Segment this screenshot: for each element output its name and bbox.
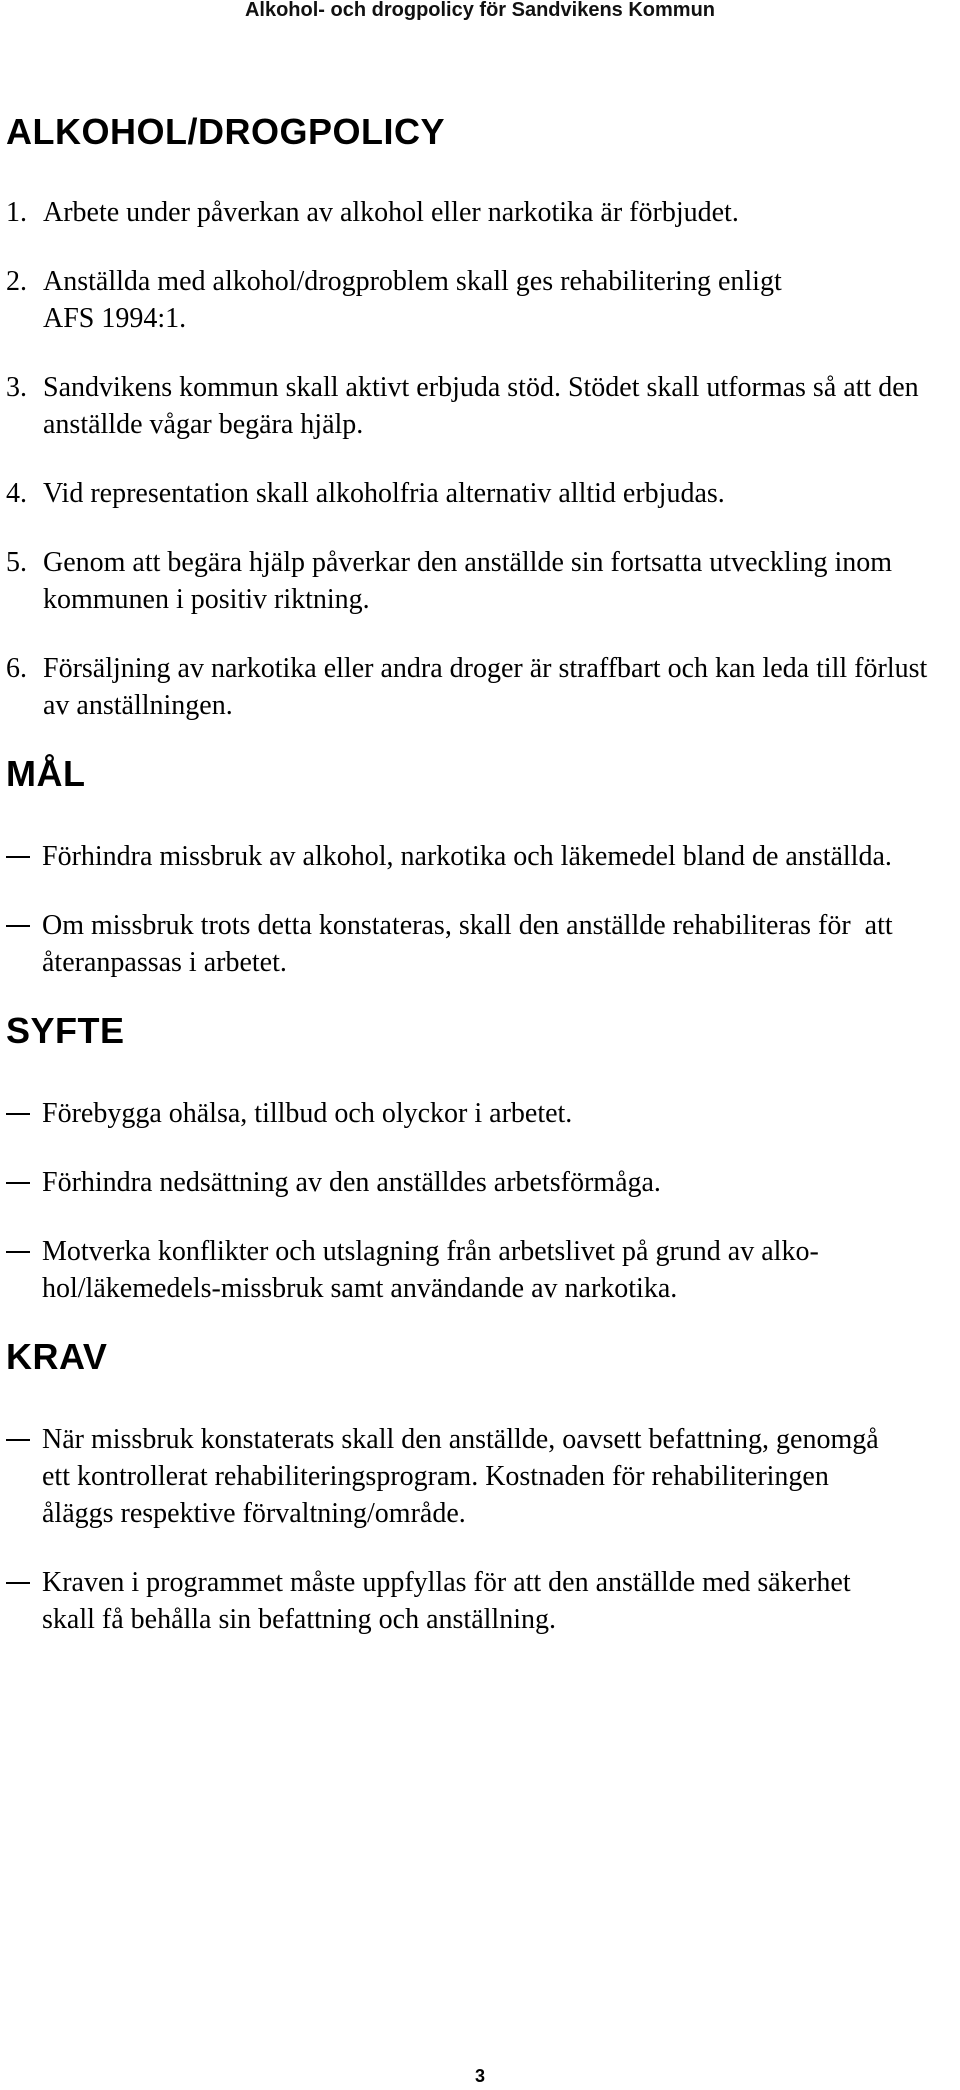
dash-bullet [6, 1421, 42, 1532]
document-body [6, 112, 956, 1638]
syfte-item-text: Motverka konflikter och utslagning från arbetslivet på grund av alko-hol/läkemedels-missbruk samt användande av narkotika. [42, 1236, 819, 1304]
policy-item-text: Sandvikens kommun skall aktivt erbjuda stöd. Stödet skall utformas så att den anställde vågar begära hjälp. [43, 372, 919, 440]
policy-item-number: 5. [6, 547, 27, 578]
krav-item-text: Kraven i programmet måste uppfyllas för att den anställde med säkerhet skall få behålla sin befattning och anställning. [42, 1567, 851, 1635]
policy-item-number: 6. [6, 653, 27, 684]
policy-item-text: Genom att begära hjälp påverkar den anställde sin fortsatta utveckling inom kommunen i positiv riktning. [43, 547, 893, 615]
krav-item-text: När missbruk konstaterats skall den anställde, oavsett befattning, genomgå ett kontrollerat rehabiliteringsprogram. Kostnaden för rehabiliteringen åläggs respektive förvaltning/område. [42, 1424, 879, 1529]
policy-item-text: Arbete under påverkan av alkohol eller narkotika är förbjudet. [43, 197, 739, 228]
krav-item-2 [6, 1564, 956, 1638]
policy-item-5 [6, 544, 956, 618]
policy-item-2 [6, 263, 956, 337]
krav-heading: KRAV [6, 1336, 108, 1377]
running-header: Alkohol- och drogpolicy för Sandvikens Kommun [244, 0, 716, 21]
policy-heading: ALKOHOL/DROGPOLICY [6, 111, 445, 152]
page-number: 3 [474, 2066, 485, 2086]
mal-heading: MÅL [6, 753, 86, 794]
krav-item-1 [6, 1421, 956, 1532]
syfte-item-3 [6, 1233, 956, 1307]
policy-item-text: Anställda med alkohol/drogproblem skall ges rehabilitering enligt AFS 1994:1. [43, 266, 782, 334]
policy-item-text: Vid representation skall alkoholfria alternativ alltid erbjudas. [43, 478, 725, 509]
policy-item-4 [6, 475, 956, 512]
syfte-item-text: Förhindra nedsättning av den anställdes arbetsförmåga. [42, 1167, 661, 1198]
policy-item-number: 2. [6, 266, 27, 297]
dash-bullet [6, 1095, 42, 1132]
policy-item-number: 4. [6, 478, 27, 509]
mal-item-text: Förhindra missbruk av alkohol, narkotika och läkemedel bland de anställda. [42, 841, 892, 872]
mal-item-2 [6, 907, 956, 981]
policy-item-6 [6, 650, 956, 724]
policy-item-text: Försäljning av narkotika eller andra droger är straffbart och kan leda till förlust av anställningen. [43, 653, 928, 721]
policy-item-1 [6, 194, 956, 231]
mal-item-1 [6, 838, 956, 875]
dash-bullet [6, 907, 42, 981]
syfte-item-1 [6, 1095, 956, 1132]
dash-bullet [6, 1564, 42, 1638]
syfte-item-text: Förebygga ohälsa, tillbud och olyckor i arbetet. [42, 1098, 573, 1129]
dash-bullet [6, 1233, 42, 1307]
dash-bullet [6, 1164, 42, 1201]
policy-item-number: 3. [6, 372, 27, 403]
syfte-heading: SYFTE [6, 1010, 125, 1051]
dash-bullet [6, 838, 42, 875]
syfte-item-2 [6, 1164, 956, 1201]
mal-item-text: Om missbruk trots detta konstateras, skall den anställde rehabiliteras för att återanpassas i arbetet. [42, 910, 900, 978]
policy-item-number: 1. [6, 197, 27, 228]
policy-item-3 [6, 369, 956, 443]
